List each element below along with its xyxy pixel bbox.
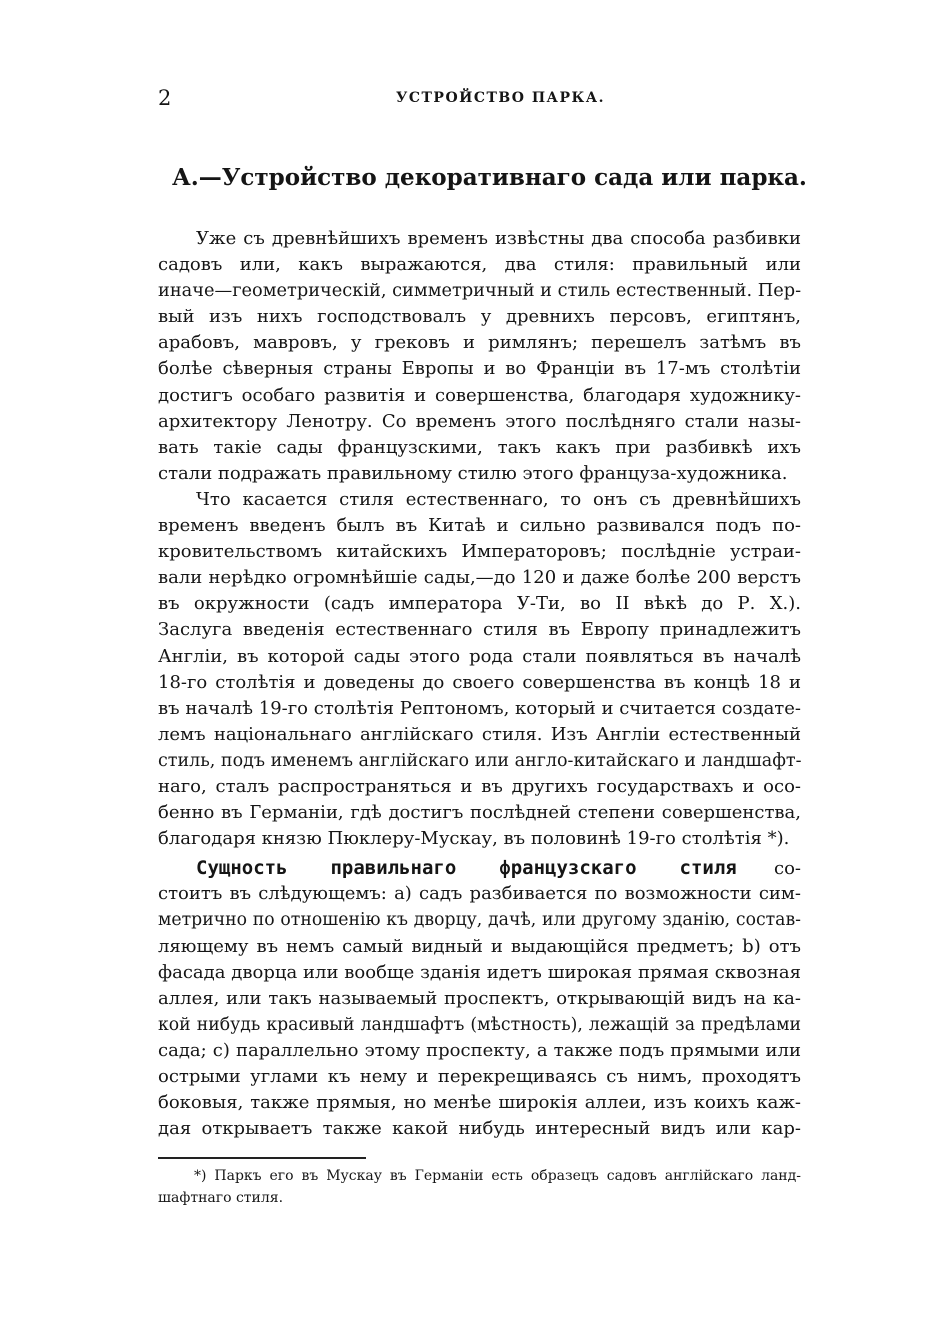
text-line: болѣе сѣверныя страны Европы и во Франціи въ 17-мъ столѣтіи <box>158 358 801 380</box>
footnote-line: *) Паркъ его въ Мускау въ Германіи есть образецъ садовъ англійскаго ланд- <box>194 1168 801 1184</box>
text-line: достигъ особаго развитія и совершенства, благодаря художнику- <box>158 384 801 406</box>
bold-lead-phrase: Сущность правильнаго французскаго стиля <box>196 857 737 880</box>
running-head: УСТРОЙСТВО ПАРКА. <box>396 90 605 106</box>
text-line: сада; c) параллельно этому проспекту, а также подъ прямыми или <box>158 1039 801 1061</box>
text-line: дая открываетъ также какой нибудь интересный видъ или кар- <box>158 1118 801 1140</box>
text-line: иначе—геометрическій, симметричный и стиль естественный. Пер- <box>158 281 802 302</box>
text-line: метрично по отношенію къ дворцу, дачѣ, или другому зданію, состав- <box>158 910 801 931</box>
text-line: острыми углами къ нему и перекрещиваясь съ нимъ, проходятъ <box>158 1066 801 1087</box>
paragraph-1 <box>158 226 801 487</box>
text-line: фасада дворца или вообще зданія идетъ широкая прямая сквозная <box>158 961 801 983</box>
text-line: вать такіе сады французскими, такъ какъ при разбивкѣ ихъ <box>158 436 801 458</box>
text-line <box>158 855 801 881</box>
body-text <box>158 226 801 1142</box>
footnote-divider <box>158 1157 366 1159</box>
text-line: Что касается стиля естественнаго, то онъ съ древнѣйшихъ <box>196 488 801 510</box>
text-line: благодаря князю Пюклеру-Мускау, въ половинѣ 19-го столѣтія *). <box>158 828 790 850</box>
footnote-line: шафтнаго стиля. <box>158 1190 284 1206</box>
text-line: вый изъ нихъ господствовалъ у древнихъ персовъ, египтянъ, <box>158 306 801 328</box>
text-line: кровительствомъ китайскихъ Императоровъ; послѣдніе устраи- <box>158 541 801 563</box>
paragraph-2 <box>158 487 801 852</box>
footnote <box>158 1165 801 1209</box>
page-number: 2 <box>158 86 172 110</box>
text-line: кой нибудь красивый ландшафтъ (мѣстность), лежащій за предѣлами <box>158 1014 801 1035</box>
paragraph-3 <box>158 855 801 1142</box>
text-line: 18-го столѣтія и доведены до своего совершенства въ концѣ 18 и <box>158 671 801 693</box>
text-line: Уже съ древнѣйшихъ временъ извѣстны два способа разбивки <box>196 228 801 249</box>
text-line: арабовъ, мавровъ, у грековъ и римлянъ; перешелъ затѣмъ въ <box>158 332 801 354</box>
text-line: бенно въ Германіи, гдѣ достигъ послѣдней степени совершенства, <box>158 802 801 824</box>
section-title: А.—Устройство декоративнаго сада или парка. <box>172 164 807 191</box>
text-line: боковыя, также прямыя, но менѣе широкія аллеи, изъ коихъ каж- <box>158 1092 801 1114</box>
text-line: аллея, или такъ называемый проспектъ, открывающій видъ на ка- <box>158 987 801 1009</box>
text-line: временъ введенъ былъ въ Китаѣ и сильно развивался подъ по- <box>158 515 801 537</box>
text-line: архитектору Ленотру. Со временъ этого послѣдняго стали назы- <box>158 410 801 432</box>
text-line: въ началѣ 19-го столѣтія Рептономъ, который и считается создате- <box>158 697 801 719</box>
text-line: ляющему въ немъ самый видный и выдающійся предметъ; b) отъ <box>158 935 801 957</box>
text-line: наго, сталъ распространяться и въ другихъ государствахъ и осо- <box>158 775 801 797</box>
text-line: садовъ или, какъ выражаются, два стиля: правильный или <box>158 254 801 276</box>
text-line: стали подражать правильному стилю этого француза-художника. <box>158 462 788 484</box>
text-fragment: со- <box>736 858 801 880</box>
text-line: Англіи, въ которой сады этого рода стали появляться въ началѣ <box>158 645 801 667</box>
text-line: лемъ національнаго англійскаго стиля. Изъ Англіи естественный <box>158 723 801 745</box>
text-line: Заслуга введенія естественнаго стиля въ Европу принадлежитъ <box>158 619 801 641</box>
text-line: въ окружности (садъ императора У-Ти, во II вѣкѣ до Р. Х.). <box>158 593 801 615</box>
text-line: вали нерѣдко огромнѣйшіе сады,—до 120 и даже болѣе 200 верстъ <box>158 567 801 589</box>
text-line: стоитъ въ слѣдующемъ: а) садъ разбивается по возможности сим- <box>158 883 801 905</box>
text-line: стиль, подъ именемъ англійскаго или англо-китайскаго и ландшафт- <box>158 750 802 771</box>
